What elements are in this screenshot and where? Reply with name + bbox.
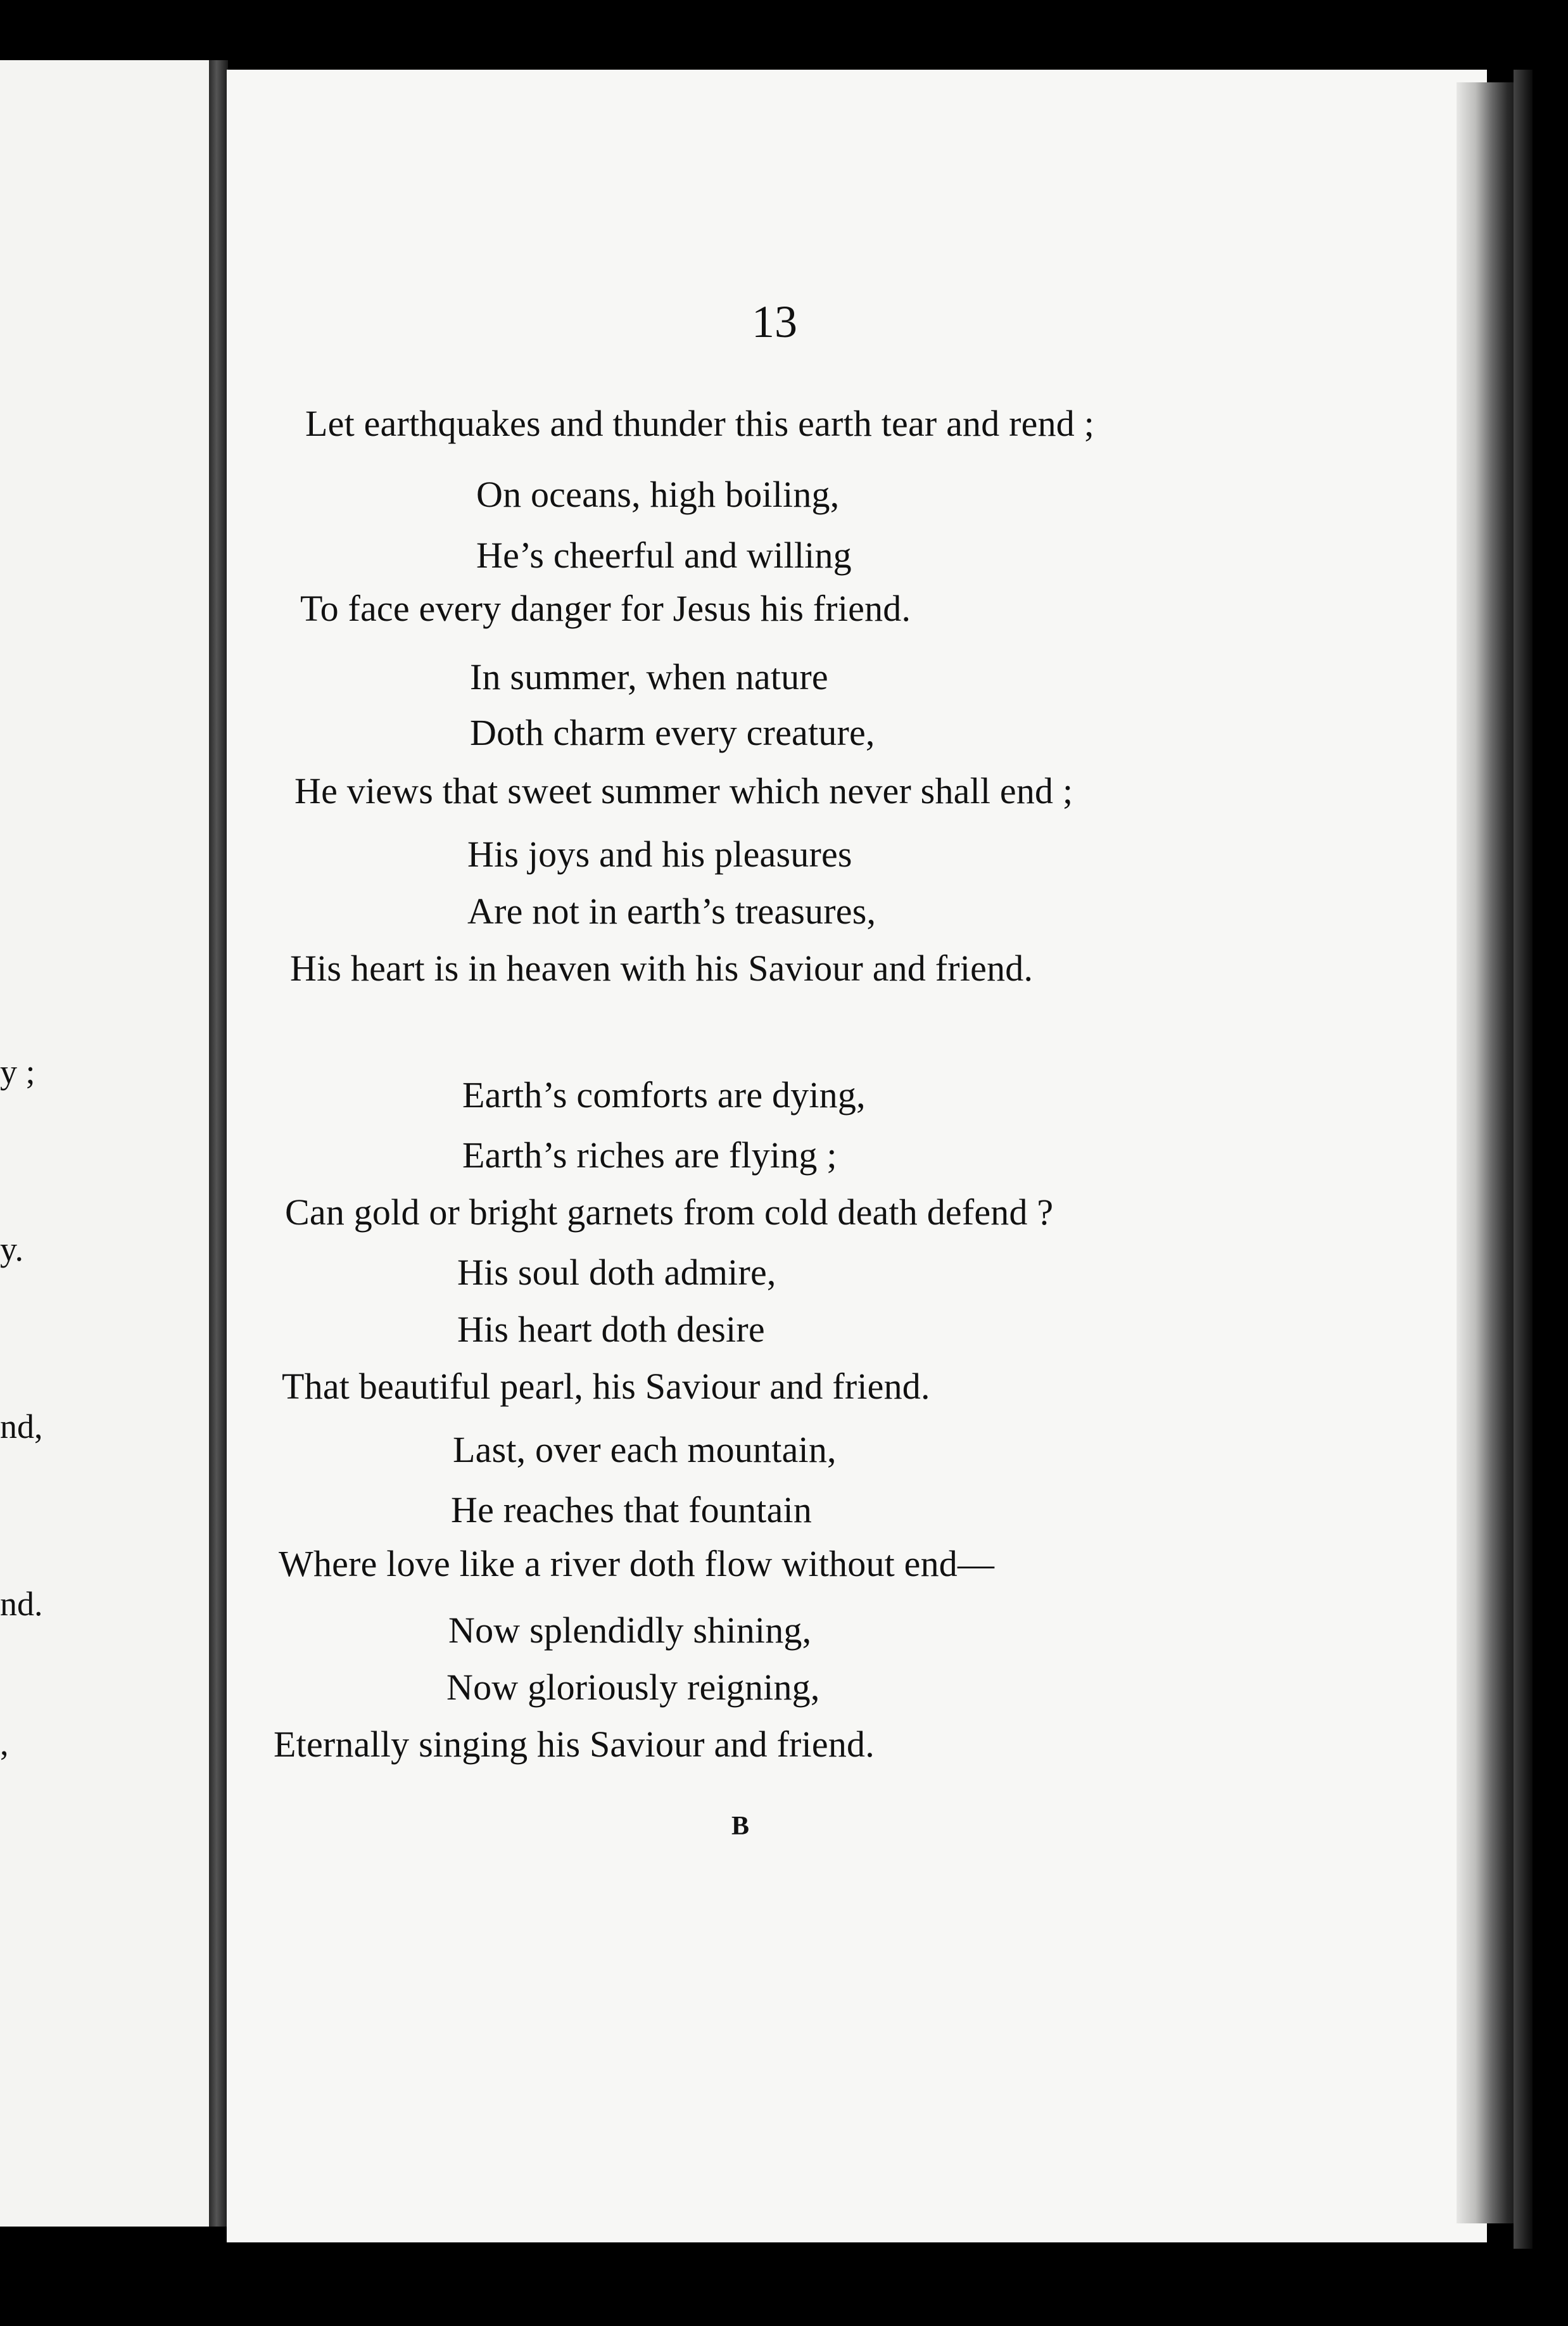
verse-line: That beautiful pearl, his Saviour and friend.	[282, 1366, 930, 1407]
page-edge-shadow	[1457, 82, 1520, 2223]
verse-line: His joys and his pleasures	[467, 834, 852, 875]
verse-line: His heart is in heaven with his Saviour and friend.	[290, 948, 1034, 989]
facing-page	[0, 60, 209, 2227]
verse-line: Let earthquakes and thunder this earth tear and rend ;	[305, 403, 1095, 444]
verse-line: Can gold or bright garnets from cold death defend ?	[285, 1192, 1054, 1233]
verse-line: Are not in earth’s treasures,	[467, 891, 876, 932]
facing-page-fragment: nd,	[0, 1408, 43, 1446]
verse-line: He views that sweet summer which never shall end ;	[294, 770, 1073, 811]
verse-line: His soul doth admire,	[457, 1252, 776, 1293]
signature-mark: B	[731, 1812, 750, 1841]
facing-page-fragment: nd.	[0, 1585, 43, 1623]
verse-line: Eternally singing his Saviour and friend.	[274, 1724, 875, 1765]
verse-line: In summer, when nature	[470, 656, 828, 697]
book-page	[227, 70, 1487, 2242]
verse-line: On oceans, high boiling,	[476, 474, 840, 515]
verse-line: His heart doth desire	[457, 1309, 765, 1350]
verse-line: Now splendidly shining,	[448, 1610, 812, 1651]
facing-page-fragment: y ;	[0, 1053, 35, 1091]
facing-page-fragment: ,	[0, 1724, 9, 1762]
verse-line: Where love like a river doth flow without end—	[279, 1543, 995, 1584]
book-gutter	[209, 60, 228, 2227]
facing-page-fragment: y.	[0, 1230, 23, 1268]
verse-line: He’s cheerful and willing	[476, 535, 852, 576]
page-number: 13	[752, 296, 797, 347]
page-edge-dark	[1514, 70, 1533, 2249]
verse-line: He reaches that fountain	[451, 1489, 812, 1530]
verse-line: Doth charm every creature,	[470, 712, 875, 753]
verse-line: Last, over each mountain,	[453, 1429, 837, 1470]
verse-line: Earth’s riches are flying ;	[462, 1134, 837, 1176]
verse-line: Now gloriously reigning,	[446, 1667, 820, 1708]
verse-line: Earth’s comforts are dying,	[462, 1074, 866, 1115]
verse-line: To face every danger for Jesus his friend.	[300, 588, 911, 629]
